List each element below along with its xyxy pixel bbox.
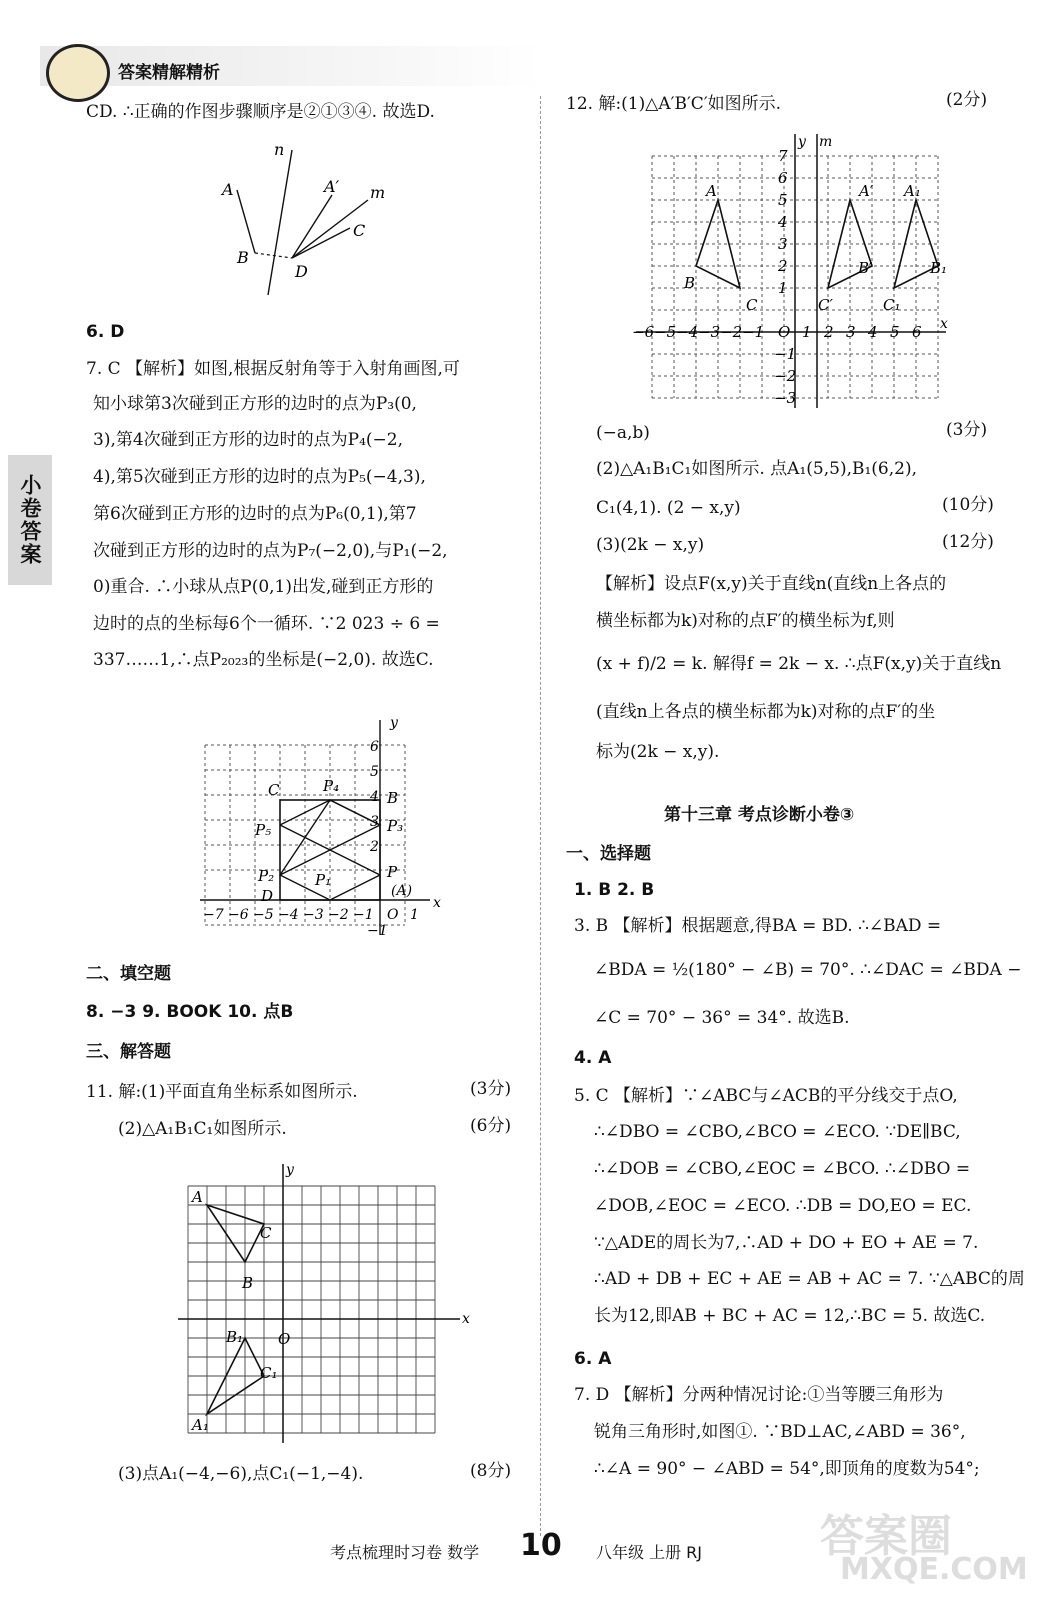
right-analysis-3: (x + f)/2 = k. 解得f = 2k − x. ∴点F(x,y)关于直线n (596, 654, 1002, 674)
right-q7-line-2: 锐角三角形时,如图①. ∵BD⊥AC,∠ABD = 36°, (594, 1422, 966, 1442)
right-q5-line-1: 5. C 【解析】∵∠ABC与∠ACB的平分线交于点O, (574, 1086, 958, 1106)
fig4-label-b1: B₁ (930, 259, 948, 277)
left-q11c: (3)点A₁(−4,−6),点C₁(−1,−4). (118, 1464, 364, 1484)
fig2-xtick-4: −4 (278, 907, 299, 923)
fig4-label-b: B (684, 274, 696, 292)
fig4-ytick-neg2: −2 (774, 367, 797, 385)
fig2-label-p4: P₄ (323, 777, 340, 795)
left-section-2: 二、填空题 (86, 964, 171, 984)
fig2-label-c: C (268, 781, 280, 799)
fig4-axis-x: x (940, 316, 948, 332)
fig1-label-a-prime: A′ (324, 177, 340, 196)
page-number: 10 (520, 1528, 562, 1563)
right-q5-line-4: ∠DOB,∠EOC = ∠ECO. ∴DB = DO,EO = EC. (594, 1196, 972, 1216)
fig2-xtick-1: −7 (203, 907, 224, 923)
fig4-label-a: A (706, 182, 717, 200)
fig1-label-c: C (353, 221, 366, 240)
figure-q12-grid (628, 128, 958, 418)
fig1-label-d: D (295, 262, 308, 281)
fig2-label-p: P (387, 863, 398, 881)
figure-reflection-lines (210, 140, 400, 300)
left-q7-line-3: 3),第4次碰到正方形的边时的点为P₄(−2, (93, 430, 404, 450)
right-q12-3: (3)(2k − x,y) (596, 535, 705, 555)
fig2-xtick-5: −3 (303, 907, 324, 923)
fig3-label-a1: A₁ (192, 1416, 209, 1434)
right-q12-2b: C₁(4,1). (2 − x,y) (596, 498, 741, 518)
fig2-xtick-7: −1 (353, 907, 374, 923)
fig4-xtick-3: −4 (676, 323, 699, 341)
left-q11a-score: (3分) (470, 1079, 512, 1099)
fig4-ytick-1: 1 (778, 279, 788, 297)
fig3-label-o: O (278, 1330, 291, 1348)
right-q5-line-7: 长为12,即AB + BC + AC = 12,∴BC = 5. 故选C. (594, 1306, 986, 1326)
fig2-xtick-2: −6 (228, 907, 249, 923)
fig2-xtick-3: −5 (253, 907, 274, 923)
fig3-label-b: B (242, 1274, 254, 1292)
fig2-xtick-6: −2 (328, 907, 349, 923)
chapter-title: 第十三章 考点诊断小卷③ (664, 805, 855, 825)
fig2-ytick-5: 5 (370, 764, 379, 780)
right-q5-line-2: ∴∠DBO = ∠CBO,∠BCO = ∠ECO. ∵DE∥BC, (594, 1122, 961, 1142)
fig2-ytick-4: 4 (370, 789, 379, 805)
watermark-url: MXQE.COM (840, 1552, 1028, 1587)
fig2-label-p2: P₂ (258, 867, 275, 885)
left-q11c-score: (8分) (470, 1461, 512, 1481)
left-q7-line-8: 边时的点的坐标每6个一循环. ∵2 023 ÷ 6 = (93, 614, 440, 634)
left-q7-line-6: 次碰到正方形的边时的点为P₇(−2,0),与P₁(−2, (93, 541, 448, 561)
fig4-xtick-origin: O (778, 323, 791, 341)
watermark-text: 答案圈 (820, 1511, 952, 1562)
right-q5-line-3: ∴∠DOB = ∠CBO,∠EOC = ∠BCO. ∴∠DBO = (594, 1159, 971, 1179)
publisher-logo (46, 44, 110, 102)
left-q7-line-2: 知小球第3次碰到正方形的边时的点为P₃(0, (93, 394, 417, 414)
right-q7-line-3: ∴∠A = 90° − ∠ABD = 54°,即顶角的度数为54°; (594, 1459, 980, 1479)
fig2-label-a: (A) (391, 883, 413, 899)
fig2-axis-y: y (390, 715, 398, 731)
fig4-xtick-5: −2 (720, 323, 743, 341)
fig3-label-c1: C₁ (260, 1364, 278, 1382)
fig2-label-b: B (387, 789, 399, 807)
fig4-axis-m: m (819, 134, 833, 150)
left-q11b: (2)△A₁B₁C₁如图所示. (118, 1119, 287, 1139)
fig4-xtick-6: −1 (742, 323, 765, 341)
fig2-ytick-6: 6 (370, 739, 379, 755)
right-analysis-1: 【解析】设点F(x,y)关于直线n(直线n上各点的 (596, 574, 947, 594)
fig4-ytick-neg1: −1 (774, 345, 797, 363)
right-q12a: 12. 解:(1)△A′B′C′如图所示. (566, 94, 782, 114)
figure-q11-grid (170, 1158, 480, 1448)
right-section-1: 一、选择题 (566, 844, 651, 864)
right-q12a-score: (2分) (946, 90, 988, 110)
right-analysis-5: 标为(2k − x,y). (596, 742, 720, 762)
fig4-xtick-1: −6 (632, 323, 655, 341)
fig4-label-a-prime: A′ (859, 182, 874, 200)
fig4-ytick-5: 5 (778, 191, 788, 209)
fig3-label-b1: B₁ (226, 1328, 244, 1346)
fig2-label-p3: P₃ (387, 817, 404, 835)
left-q7-line-1: 7. C 【解析】如图,根据反射角等于入射角画图,可 (86, 359, 460, 379)
fig4-ytick-4: 4 (778, 213, 788, 231)
right-analysis-4: (直线n上各点的横坐标都为k)对称的点F′的坐 (596, 702, 936, 722)
right-q7-line-1: 7. D 【解析】分两种情况讨论:①当等腰三角形为 (574, 1385, 944, 1405)
fig4-xtick-13: 6 (912, 323, 922, 341)
left-q7-line-9: 337……1,∴点P₂₀₂₃的坐标是(−2,0). 故选C. (93, 650, 434, 670)
fig3-axis-x: x (462, 1311, 470, 1327)
left-q8-10: 8. −3 9. BOOK 10. 点B (86, 1002, 294, 1022)
left-q7-line-7: 0)重合. ∴小球从点P(0,1)出发,碰到正方形的 (93, 577, 434, 597)
right-q5-line-6: ∴AD + DB + EC + AE = AB + AC = 7. ∵△ABC的周 (594, 1269, 1025, 1289)
fig4-label-c-prime: C′ (818, 296, 833, 314)
right-ab-score: (3分) (946, 420, 988, 440)
fig4-ytick-7: 7 (778, 147, 788, 165)
fig2-label-d: D (261, 887, 274, 905)
fig4-xtick-8: 1 (802, 323, 812, 341)
left-q6: 6. D (86, 322, 125, 342)
fig1-label-a: A (222, 180, 234, 199)
right-q3-line-2: ∠BDA = ½(180° − ∠B) = 70°. ∴∠DAC = ∠BDA − (594, 960, 1022, 980)
footer-left: 考点梳理时习卷 数学 (330, 1543, 480, 1562)
left-q11a: 11. 解:(1)平面直角坐标系如图所示. (86, 1082, 358, 1102)
fig4-label-a1: A₁ (904, 182, 921, 200)
fig1-label-m: m (370, 183, 386, 202)
right-q4: 4. A (574, 1048, 612, 1068)
fig3-label-a: A (192, 1188, 203, 1206)
fig3-label-c: C (260, 1224, 272, 1242)
fig4-xtick-9: 2 (824, 323, 834, 341)
fig3-axis-y: y (286, 1162, 294, 1178)
right-q1-2: 1. B 2. B (574, 880, 655, 900)
fig2-axis-x: x (433, 895, 441, 911)
fig4-label-b-prime: B′ (858, 259, 873, 277)
left-q11b-score: (6分) (470, 1116, 512, 1136)
right-q3-line-1: 3. B 【解析】根据题意,得BA = BD. ∴∠BAD = (574, 916, 942, 936)
fig1-label-n: n (274, 140, 285, 159)
column-divider (540, 96, 541, 1536)
figure-ball-path (195, 715, 445, 940)
fig4-ytick-neg3: −3 (774, 389, 797, 407)
fig4-xtick-12: 5 (890, 323, 900, 341)
fig2-ytick-neg1: −1 (367, 923, 388, 939)
fig2-xtick-9: 1 (410, 907, 419, 923)
right-analysis-2: 横坐标都为k)对称的点F′的横坐标为f,则 (596, 611, 895, 631)
fig4-label-c: C (746, 296, 758, 314)
right-q3-line-3: ∠C = 70° − 36° = 34°. 故选B. (594, 1008, 850, 1028)
right-ab: (−a,b) (596, 423, 650, 443)
left-line-cd: CD. ∴正确的作图步骤顺序是②①③④. 故选D. (86, 102, 435, 122)
footer-right: 八年级 上册 RJ (596, 1543, 703, 1562)
fig4-xtick-11: 4 (868, 323, 878, 341)
right-q12-2-score: (10分) (942, 495, 994, 515)
fig2-ytick-2: 2 (370, 839, 379, 855)
fig2-label-p5: P₅ (255, 821, 272, 839)
fig2-ytick-3: 3 (370, 814, 379, 830)
fig4-xtick-10: 3 (846, 323, 856, 341)
fig4-xtick-2: −5 (654, 323, 677, 341)
fig2-xtick-origin: O (387, 907, 399, 923)
fig4-axis-y: y (798, 134, 806, 150)
fig4-label-c1: C₁ (883, 296, 901, 314)
side-tab: 小卷答案 (8, 455, 52, 585)
right-q12-2a: (2)△A₁B₁C₁如图所示. 点A₁(5,5),B₁(6,2), (596, 459, 917, 479)
left-section-3: 三、解答题 (86, 1042, 171, 1062)
fig4-ytick-3: 3 (778, 235, 788, 253)
fig1-label-b: B (237, 248, 249, 267)
header-title: 答案精解精析 (118, 63, 220, 83)
header-band (40, 46, 540, 86)
left-q7-line-4: 4),第5次碰到正方形的边时的点为P₅(−4,3), (93, 467, 426, 487)
right-q5-line-5: ∵△ADE的周长为7,∴AD + DO + EO + AE = 7. (594, 1233, 979, 1253)
right-q6: 6. A (574, 1349, 612, 1369)
fig2-label-p1: P₁ (315, 871, 332, 889)
right-q12-3-score: (12分) (942, 532, 994, 552)
left-q7-line-5: 第6次碰到正方形的边时的点为P₆(0,1),第7 (93, 504, 417, 524)
fig4-ytick-6: 6 (778, 169, 788, 187)
fig4-ytick-2: 2 (778, 257, 788, 275)
fig4-xtick-4: −3 (698, 323, 721, 341)
